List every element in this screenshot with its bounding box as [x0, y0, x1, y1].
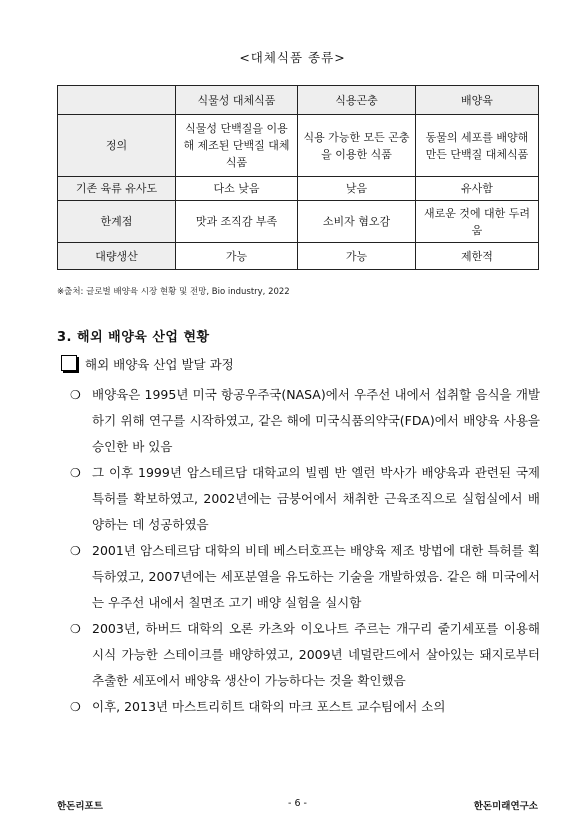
- table-cell: 맛과 조직감 부족: [176, 201, 298, 243]
- footer-publication: 한돈리포트: [57, 801, 103, 812]
- table-cell: 유사함: [416, 177, 539, 201]
- row-label: 대량생산: [58, 243, 176, 270]
- source-note: ※출처: 글로벌 배양육 시장 현황 및 전망, Bio industry, 2022: [57, 287, 290, 297]
- table-row: [58, 201, 539, 243]
- list-item: [70, 694, 540, 720]
- table-cell: 제한적: [416, 243, 539, 270]
- table-caption: <대체식품 종류>: [239, 50, 346, 65]
- bullet-text: 배양육은 1995년 미국 항공우주국(NASA)에서 우주선 내에서 섭취할 음식을 개발하기 위해 연구를 시작하였고, 같은 해에 미국식품의약국(FDA)에서 배양육 사용을 승인한 바 있음: [92, 387, 540, 454]
- alt-food-table: [57, 85, 539, 270]
- table-cell: 가능: [298, 243, 416, 270]
- table-cell: 다소 낮음: [176, 177, 298, 201]
- page-footer: [57, 798, 538, 816]
- footer-organization: 한돈미래연구소: [473, 801, 538, 812]
- row-label: 기존 육류 유사도: [58, 177, 176, 201]
- list-item: [70, 616, 540, 694]
- circle-bullet-icon: ❍: [70, 544, 81, 558]
- table-row: [58, 177, 539, 201]
- table-cell: 가능: [176, 243, 298, 270]
- bullet-text: 그 이후 1999년 암스테르담 대학교의 빌렘 반 엘런 박사가 배양육과 관련된 국제 특허를 확보하였고, 2002년에는 금붕어에서 채취한 근육조직으로 실험실에서 배양하는 데 성공하였음: [92, 465, 540, 532]
- table-cell: 식용 가능한 모든 곤충을 이용한 식품: [298, 115, 416, 177]
- bullet-text: 2003년, 하버드 대학의 오론 카츠와 이오나트 주르는 개구리 줄기세포를 이용해 시식 가능한 스테이크를 배양하였고, 2009년 네덜란드에서 살아있는 돼지로부터 추출한 세포에서 배양육 생산이 가능하다는 것을 확인했음: [92, 621, 540, 688]
- circle-bullet-icon: ❍: [70, 466, 81, 480]
- list-item: [70, 382, 540, 460]
- table-header-cell: 식용곤충: [298, 86, 416, 115]
- table-cell: 식물성 단백질을 이용해 제조된 단백질 대체식품: [176, 115, 298, 177]
- section-title: 3. 해외 배양육 산업 현황: [57, 330, 210, 345]
- table-cell: 낮음: [298, 177, 416, 201]
- list-item: [70, 460, 540, 538]
- bullet-list: [70, 382, 540, 720]
- page-number: - 6 -: [288, 798, 307, 809]
- circle-bullet-icon: ❍: [70, 700, 81, 714]
- table-cell: 동물의 세포를 배양해 만든 단백질 대체식품: [416, 115, 539, 177]
- circle-bullet-icon: ❍: [70, 622, 81, 636]
- row-label: 한계점: [58, 201, 176, 243]
- table-cell: 새로운 것에 대한 두려움: [416, 201, 539, 243]
- table-header-cell: [58, 86, 176, 115]
- subsection-heading: [61, 355, 234, 373]
- bullet-text: 2001년 암스테르담 대학의 비테 베스터호프는 배양육 제조 방법에 대한 특허를 획득하였고, 2007년에는 세포분열을 유도하는 기술을 개발하였음. 같은 해 미국에서는 우주선 내에서 칠면조 고기 배양 실험을 실시함: [92, 543, 540, 610]
- bullet-text: 이후, 2013년 마스트리히트 대학의 마크 포스트 교수팀에서 소의: [92, 699, 446, 714]
- table-header-cell: 배양육: [416, 86, 539, 115]
- subsection-title: 해외 배양육 산업 발달 과정: [85, 357, 234, 372]
- circle-bullet-icon: ❍: [70, 388, 81, 402]
- table-cell: 소비자 혐오감: [298, 201, 416, 243]
- table-header-cell: 식물성 대체식품: [176, 86, 298, 115]
- table-row: [58, 115, 539, 177]
- table-header-row: [58, 86, 539, 115]
- list-item: [70, 538, 540, 616]
- checkbox-square-icon: [61, 355, 77, 371]
- row-label: 정의: [58, 115, 176, 177]
- table-row: [58, 243, 539, 270]
